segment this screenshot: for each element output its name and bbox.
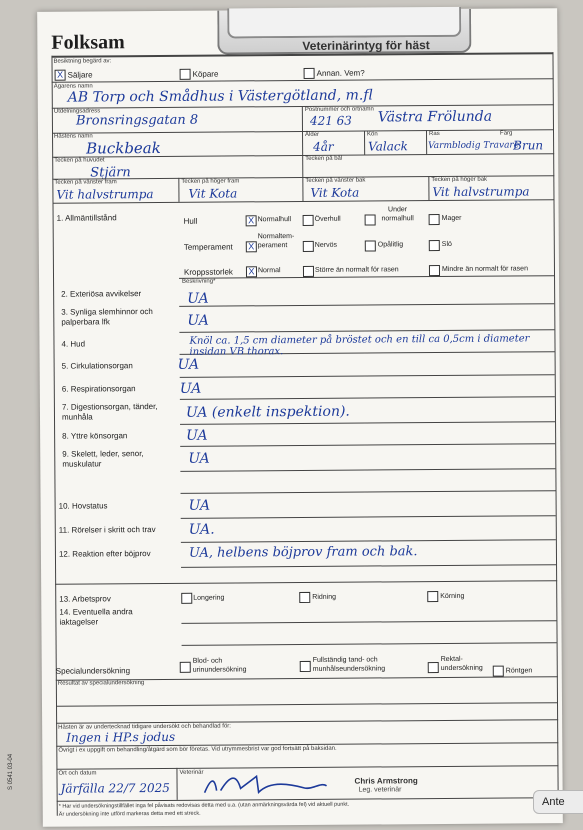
section-12-label: 12. Reaktion efter böjprov xyxy=(58,549,151,559)
underhull-label: Under normalhull xyxy=(381,206,414,223)
seller-label: Säljare xyxy=(67,70,93,80)
postal-label: Postnummer och ortnamn xyxy=(304,106,374,113)
place-date-value: Järfälla 22/7 2025 xyxy=(60,780,170,796)
request-label: Besiktning begärd av: xyxy=(53,58,112,65)
normaltemp-label: Normaltem- perament xyxy=(257,233,295,250)
normalhull-label: Normalhull xyxy=(257,216,292,224)
unreliable-label: Opålitlig xyxy=(377,241,404,249)
normal-size-checkbox[interactable]: X xyxy=(246,266,257,277)
head-marks-value: Stjärn xyxy=(90,165,131,181)
work-label: 13. Arbetsprov xyxy=(59,594,111,604)
rectal-label: Rektal- undersökning xyxy=(440,655,483,673)
form-title: Veterinärintyg för häst xyxy=(302,38,430,53)
nervous-checkbox[interactable] xyxy=(303,241,314,252)
section-10-label: 10. Hovstatus xyxy=(58,501,108,511)
footnote-1: * Har vid undersökningstillfället inga fel påvisats redovisas detta med u.a. (utan anmärkningsvärda fel) vid aktuell punkt. xyxy=(58,801,350,810)
section-10-value: UA xyxy=(188,497,211,514)
section-5-value: UA xyxy=(177,356,200,373)
age-value: 4år xyxy=(313,139,334,154)
sluggish-label: Slö xyxy=(441,240,452,249)
lh-label: Tecken på vänster bak xyxy=(305,177,366,184)
dental-label: Fullständig tand- och munhålseundersökning xyxy=(312,656,386,673)
prior-label: Hästen är av undertecknad tidigare undersökt och behandlad för: xyxy=(58,723,231,731)
head-marks-label: Tecken på huvudet xyxy=(54,157,105,164)
sex-value: Valack xyxy=(368,139,408,154)
vet-signature xyxy=(200,770,330,799)
ridning-checkbox[interactable] xyxy=(299,592,310,603)
extra-observations-label: 14. Eventuella andra iaktagelser xyxy=(59,607,133,627)
dental-checkbox[interactable] xyxy=(300,661,311,672)
ante-button[interactable]: Ante xyxy=(533,790,583,814)
blood-urine-label: Blod- och urinundersökning xyxy=(192,657,247,674)
ridning-label: Ridning xyxy=(312,593,337,601)
horse-name-value: Buckbeak xyxy=(86,138,161,158)
xray-checkbox[interactable] xyxy=(493,666,504,677)
special-result-label: Resultat av specialundersökning xyxy=(57,680,145,687)
special-label: Specialundersökning xyxy=(55,666,131,676)
unreliable-checkbox[interactable] xyxy=(365,240,376,251)
smaller-label: Mindre än normalt för rasen xyxy=(441,265,528,274)
general-label: 1. Allmäntillstånd xyxy=(56,213,117,223)
body-size-label: Kroppsstorlek xyxy=(183,267,233,277)
city-value: Västra Frölunda xyxy=(377,108,493,126)
color-label: Färg xyxy=(500,130,513,137)
section-5-label: 5. Cirkulationsorgan xyxy=(61,361,133,371)
section-9-value: UA xyxy=(188,450,210,467)
rectal-checkbox[interactable] xyxy=(428,662,439,673)
section-7-label: 7. Digestionsorgan, tänder, munhåla xyxy=(61,401,158,422)
section-2-value: UA xyxy=(187,290,209,307)
chest-marks-label: Tecken på bål xyxy=(305,155,343,162)
section-3-label: 3. Synliga slemhinnor och palperbara lfk xyxy=(61,307,153,327)
rf-value: Vit Kota xyxy=(188,186,238,201)
overhull-label: Överhull xyxy=(314,215,341,223)
section-2-label: 2. Exteriösa avvikelser xyxy=(61,289,142,299)
section-9-label: 9. Skelett, leder, senor, muskulatur xyxy=(62,449,144,469)
horse-name-label: Hästens namn xyxy=(54,133,93,140)
section-7-value: UA (enkelt inspektion). xyxy=(185,403,350,421)
blood-urine-checkbox[interactable] xyxy=(180,662,191,673)
vet-title-stamp: Leg. veterinär xyxy=(358,786,402,794)
rh-value: Vit halvstrumpa xyxy=(432,184,530,200)
footnote-2: Är undersökning inte utförd markeras detta med ett streck. xyxy=(58,810,201,818)
section-6-label: 6. Respirationsorgan xyxy=(61,384,136,394)
age-label: Ålder xyxy=(305,131,320,138)
underhull-checkbox[interactable] xyxy=(365,214,376,225)
rh-label: Tecken på höger bak xyxy=(431,176,488,184)
other-note: Övrigt i ex uppgift om behandling/åtgärd som bör företas. Vid utrymmesbrist var god fortsätt på baksidan. xyxy=(58,745,337,754)
buyer-label: Köpare xyxy=(192,69,219,79)
seller-checkbox[interactable]: X xyxy=(55,70,66,81)
section-12-value: UA, helbens böjprov fram och bak. xyxy=(188,544,418,561)
hull-label: Hull xyxy=(183,216,198,226)
normaltemp-checkbox[interactable]: X xyxy=(246,241,257,252)
mager-label: Mager xyxy=(441,214,462,223)
owner-label: Ägarens namn xyxy=(53,83,93,90)
breed-label: Ras xyxy=(429,131,440,138)
vet-name-stamp: Chris Armstrong xyxy=(354,776,418,786)
xray-label: Röntgen xyxy=(505,667,533,675)
color-value: Brun xyxy=(513,138,544,153)
other-label: Annan. Vem? xyxy=(316,68,365,78)
longering-checkbox[interactable] xyxy=(181,593,192,604)
rf-label: Tecken på höger fram xyxy=(181,178,240,185)
certificate-sheet xyxy=(37,8,563,827)
buyer-checkbox[interactable] xyxy=(180,69,191,80)
lf-label: Tecken på vänster fram xyxy=(54,179,117,186)
korning-checkbox[interactable] xyxy=(427,591,438,602)
vet-label: Veterinär xyxy=(179,769,204,776)
lf-value: Vit halvstrumpa xyxy=(56,187,154,202)
address-label: Utdelningsadress xyxy=(53,108,101,115)
mager-checkbox[interactable] xyxy=(429,214,440,225)
section-4-value: Knöl ca. 1,5 cm diameter på bröstet och en till ca 0,5cm i diameter insidan VB thorax. xyxy=(189,333,530,358)
postal-code: 421 63 xyxy=(309,113,352,128)
sluggish-checkbox[interactable] xyxy=(429,240,440,251)
prior-value: Ingen i HP.s jodus xyxy=(66,729,176,745)
section-8-value: UA xyxy=(186,427,208,444)
section-8-label: 8. Yttre könsorgan xyxy=(62,431,128,441)
lh-value: Vit Kota xyxy=(310,185,360,200)
breed-value: Varmblodig Travare xyxy=(428,140,520,152)
form-code: S 0541 03-04 xyxy=(8,753,14,790)
place-date-label: Ort och datum xyxy=(58,770,97,777)
sex-label: Kön xyxy=(367,131,378,138)
section-6-value: UA xyxy=(179,380,202,397)
section-11-label: 11. Rörelser i skritt och trav xyxy=(58,525,156,535)
korning-label: Körning xyxy=(440,592,465,601)
smaller-checkbox[interactable] xyxy=(429,265,440,276)
section-3-value: UA xyxy=(187,312,209,329)
brand-logo: Folksam xyxy=(51,31,125,54)
normalhull-checkbox[interactable]: X xyxy=(246,215,257,226)
longering-label: Longering xyxy=(193,594,225,602)
description-label: Beskrivning* xyxy=(182,278,216,285)
temperament-label: Temperament xyxy=(183,242,233,252)
normal-size-label: Normal xyxy=(257,267,281,275)
section-4-label: 4. Hud xyxy=(61,339,86,349)
address-value: Bronsringsgatan 8 xyxy=(75,112,199,129)
owner-value: AB Torp och Smådhus i Västergötland, m.fl xyxy=(67,87,373,106)
larger-label: Större än normalt för rasen xyxy=(314,266,399,274)
section-11-value: UA. xyxy=(188,521,215,538)
nervous-label: Nervös xyxy=(314,241,338,249)
other-checkbox[interactable] xyxy=(304,68,315,79)
larger-checkbox[interactable] xyxy=(303,266,314,277)
overhull-checkbox[interactable] xyxy=(303,215,314,226)
